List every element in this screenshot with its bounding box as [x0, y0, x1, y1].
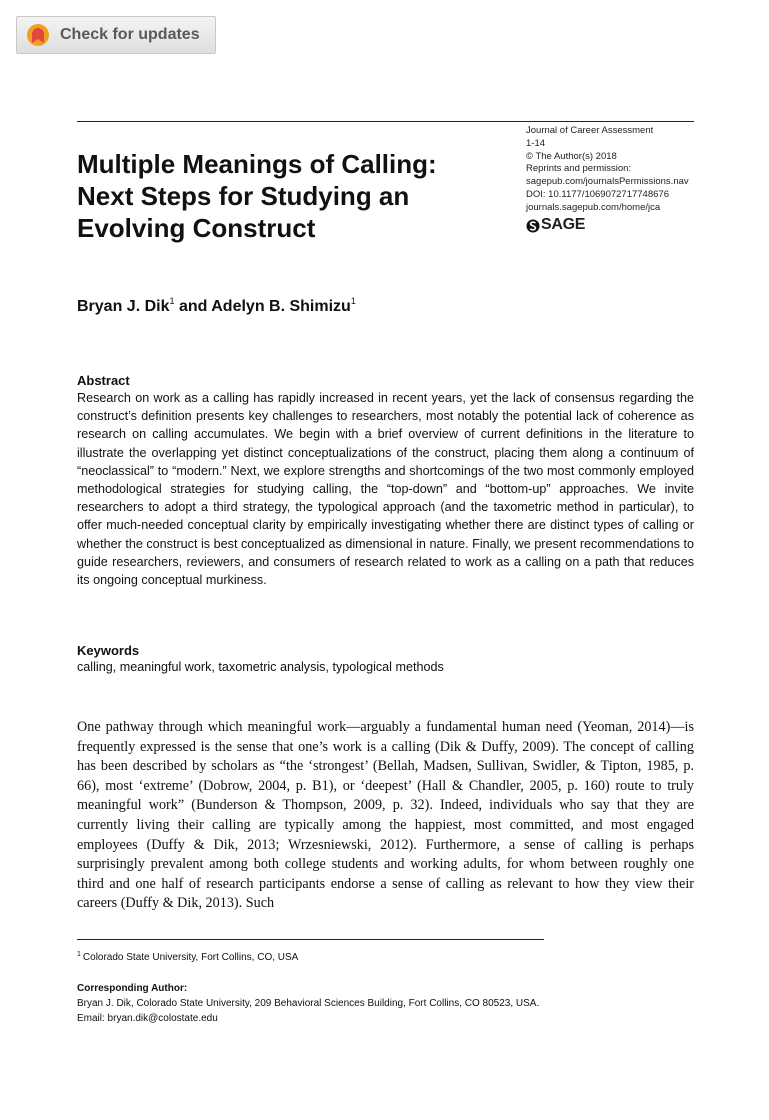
sage-logo — [526, 218, 726, 234]
affiliation-footnote — [77, 951, 298, 963]
footnote-rule — [77, 939, 544, 940]
author-name: Bryan J. Dik — [77, 298, 170, 315]
corresponding-email[interactable]: Email: bryan.dik@colostate.edu — [77, 1013, 218, 1024]
doi[interactable]: DOI: 10.1177/1069072717748676 — [526, 188, 669, 200]
header-rule — [77, 121, 694, 122]
keywords-heading: Keywords — [77, 643, 140, 658]
body-paragraph: One pathway through which meaningful work—arguably a fundamental human need (Yeoman, 2014)—is frequently expressed is the sense that one’s work is a calling (Dik & Duffy, 2009). The concept of calling has been described by scholars as “the ‘strongest’ (Bellah, Madsen, Sullivan, Swidler, & Tipton, 1985, p. 66), most ‘extreme’ (Dobrow, 2004, p. B1), or ‘deepest’ (Hall & Chandler, 2005, p. 160) route to truly meaningful work” (Bunderson & Thompson, 2009, p. 32). Indeed, individuals who say that they are currently living their calling are typically among the happiest, most committed, and most engaged employees (Duffy & Dik, 2013; Wrzesniewski, 2012). Furthermore, a sense of calling is perhaps surprisingly prevalent among both college students and working adults, for whom between roughly one third and one half of research participants endorse a sense of calling as relevant to how they view their careers (Duffy & Dik, 2013). Such — [77, 719, 694, 912]
permissions-link[interactable]: sagepub.com/journalsPermissions.nav — [526, 176, 689, 188]
journal-info — [526, 125, 726, 234]
check-for-updates-button[interactable] — [16, 16, 216, 54]
article-title: Multiple Meanings of Calling: Next Steps for Studying an Evolving Construct — [77, 149, 437, 243]
footnote-marker: 1 — [77, 951, 81, 958]
reprints-label: Reprints and permission: — [526, 163, 632, 175]
affiliation-marker: 1 — [169, 296, 175, 306]
author-name: Adelyn B. Shimizu — [211, 298, 351, 315]
affiliation-marker: 1 — [350, 296, 356, 306]
keywords-text: calling, meaningful work, taxometric analysis, typological methods — [77, 660, 444, 674]
check-for-updates-icon — [26, 23, 50, 47]
author-conjunction: and — [174, 298, 212, 315]
copyright: © The Author(s) 2018 — [526, 150, 617, 162]
corresponding-author-heading: Corresponding Author: — [77, 983, 188, 994]
abstract-heading: Abstract — [77, 373, 130, 388]
journal-name: Journal of Career Assessment — [526, 125, 654, 136]
sage-logo-icon — [526, 218, 540, 234]
sage-logo-text: SAGE — [541, 216, 586, 234]
abstract-text: Research on work as a calling has rapidly increased in recent years, yet the lack of consensus regarding the construct’s definition presents key challenges to researchers, most notably the potential lack of coherence as research on calling accumulates. We begin with a brief overview of current definitions in the literature to illustrate the overlapping yet distinct conceptualizations of the construct, placing them along a continuum of “neoclassical” to “modern.” Next, we explore strengths and shortcomings of the two most commonly employed methodological strategies for studying calling, the “top-down” and “bottom-up” approaches. We invite researchers to adopt a third strategy, the typological approach (and the taxometric method in particular), to offer much-needed conceptual clarity by empirically investigating whether there are distinct types of calling or whether the construct is best conceptualized as dimensional in nature. Finally, we present recommendations to guide researchers, reviewers, and consumers of research related to work as a calling on a path that reduces its ongoing conceptual murkiness. — [77, 391, 694, 588]
page-range: 1-14 — [526, 137, 546, 149]
affiliation-text: Colorado State University, Fort Collins, CO, USA — [82, 952, 299, 963]
author-line — [77, 296, 356, 316]
journal-link[interactable]: journals.sagepub.com/home/jca — [526, 201, 661, 213]
corresponding-address: Bryan J. Dik, Colorado State University, 209 Behavioral Sciences Building, Fort Collins, CO 80523, USA. — [77, 998, 540, 1009]
check-for-updates-label: Check for updates — [60, 26, 200, 43]
